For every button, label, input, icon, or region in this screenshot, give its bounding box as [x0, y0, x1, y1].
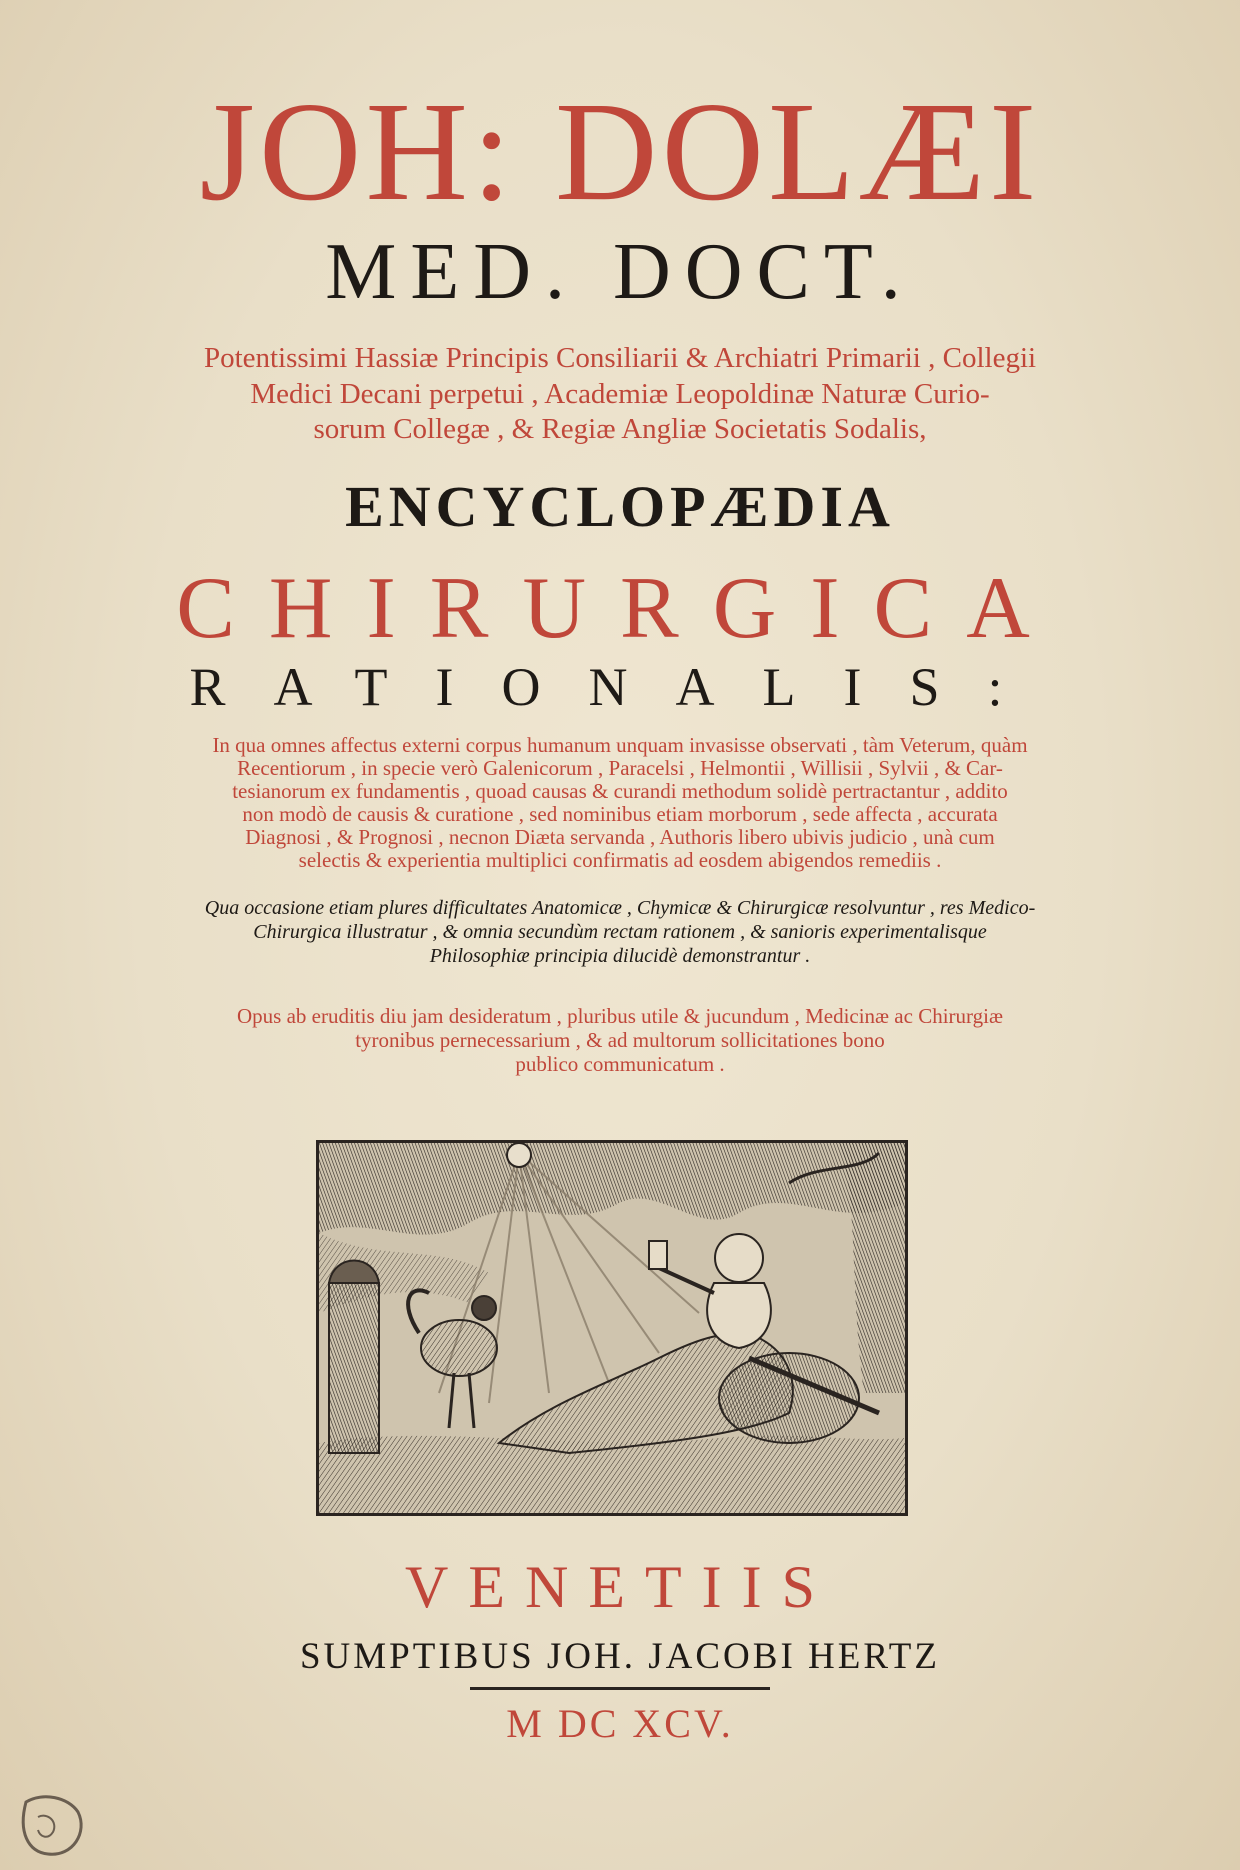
italic-note-line: Philosophiæ principia dilucidè demonstrantur .	[429, 945, 811, 967]
imprint-publisher: SUMPTIBUS JOH. JACOBI HERTZ	[299, 1636, 940, 1677]
imprint-year: M DC XCV.	[506, 1701, 734, 1746]
engraving-illustration	[319, 1143, 905, 1513]
work-title-chirurgica: CHIRURGICA	[176, 560, 1064, 657]
author-name: JOH: DOLÆI	[199, 72, 1041, 230]
author-degree: MED. DOCT.	[325, 228, 915, 316]
work-title-rationalis: RATIONALIS:	[189, 657, 1051, 717]
italic-note-line: Chirurgica illustratur , & omnia secundùm rectam rationem , & sanioris experimentalisque	[253, 921, 987, 943]
description-line: selectis & experientia multiplici confirmatis ad eosdem abigendos remediis .	[298, 848, 942, 872]
author-titles-line: Medici Decani perpetui , Academiæ Leopoldinæ Naturæ Curio-	[250, 378, 990, 410]
description-line: non modò de causis & curatione , sed nominibus etiam morborum , sede affecta , accurata	[242, 802, 998, 826]
opus-note-line: publico communicatum .	[515, 1052, 725, 1076]
opus-note-line: Opus ab eruditis diu jam desideratum , pluribus utile & jucundum , Medicinæ ac Chirurgiæ	[236, 1004, 1003, 1028]
printers-device-engraving	[316, 1140, 908, 1516]
description-line: Recentiorum , in specie verò Galenicorum , Paracelsi , Helmontii , Willisii , Sylvii , & Car-	[237, 756, 1003, 780]
description-line: Diagnosi , & Prognosi , necnon Diæta servanda , Authoris libero ubivis judicio , unà cum	[245, 825, 995, 849]
author-titles-line: sorum Collegæ , & Regiæ Angliæ Societatis Sodalis,	[313, 413, 927, 445]
work-title-encyclopaedia: ENCYCLOPÆDIA	[345, 474, 895, 539]
library-stamp-mark	[18, 1792, 90, 1862]
imprint-place: VENETIIS	[405, 1554, 835, 1620]
opus-note-line: tyronibus pernecessarium , & ad multorum sollicitationes bono	[355, 1028, 885, 1052]
description-line: In qua omnes affectus externi corpus humanum unquam invasisse observati , tàm Veterum, quàm	[212, 733, 1028, 757]
description-line: tesianorum ex fundamentis , quoad causas & curandi methodum solidè pertractantur , addito	[232, 779, 1008, 803]
author-titles-line: Potentissimi Hassiæ Principis Consiliarii & Archiatri Primarii , Collegii	[203, 342, 1037, 374]
italic-note-line: Qua occasione etiam plures difficultates Anatomicæ , Chymicæ & Chirurgicæ resolvuntur , res Medico-	[204, 897, 1036, 919]
imprint-rule	[470, 1687, 770, 1690]
